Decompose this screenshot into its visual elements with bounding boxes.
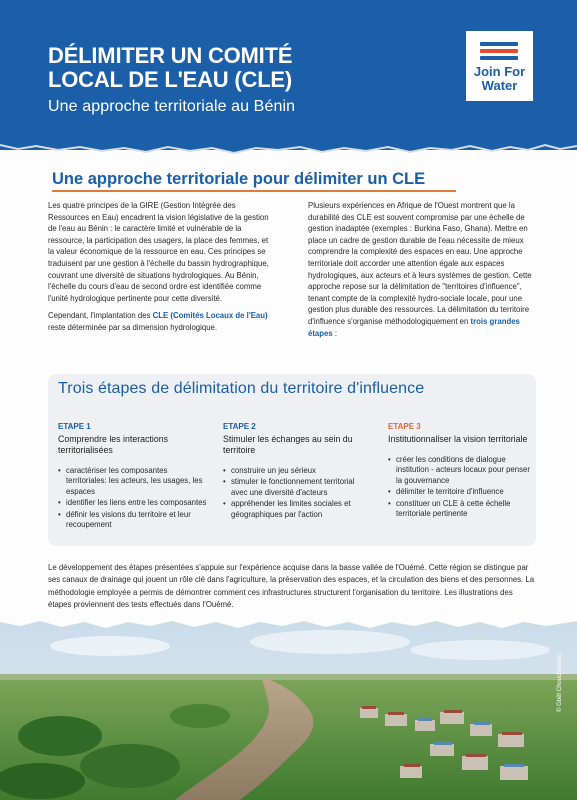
step-1-title: Comprendre les interactions territorialisées bbox=[58, 433, 169, 455]
left-paragraph-2 bbox=[48, 310, 270, 333]
list-item: • caractériser les composantes territoriales: les acteurs, les usages, les espaces bbox=[58, 466, 208, 498]
section-heading-underline bbox=[52, 190, 456, 192]
list-item: • définir les visions du territoire et leur recoupement bbox=[58, 510, 208, 531]
logo-text-line-1: Join For bbox=[473, 64, 526, 79]
list-item: • construire un jeu sérieux bbox=[223, 466, 373, 477]
step-3 bbox=[388, 422, 538, 521]
step-1-label: ETAPE 1 bbox=[58, 422, 91, 431]
step-2-label: ETAPE 2 bbox=[223, 422, 256, 431]
list-item: • délimiter le territoire d'influence bbox=[388, 487, 538, 498]
right-paragraph-1-text: Plusieurs expériences en Afrique de l'Ouest montrent que la durabilité des CLE est souvent compromise par une échelle de gestion inadaptée (exemples : Burkina Faso, Ghana). Mettre en place un cadre de gestion durable de l'eau nécessite de mieux comprendre la complexité des espaces en eau. Une approche territoriale doit accorder une attention égale aux espaces hydrologiques, aux acteurs et à leurs systèmes de gestion. Cette approche repose sur la délimitation de "territoires d'influence", tenant compte de la complexité hydro-sociale locale, pour une gestion plus durable des ressources. La délimitation du territoire d'influence s'organise méthodologiquement en bbox=[308, 201, 532, 326]
page-subtitle: Une approche territoriale au Bénin bbox=[48, 98, 296, 115]
trois-etapes-link[interactable]: trois grandes étapes bbox=[308, 316, 520, 338]
logo-stripe-blue bbox=[480, 42, 518, 46]
left-paragraph-2-text-end: reste déterminée par sa dimension hydrologique. bbox=[48, 322, 218, 332]
bottom-paragraph: Le développement des étapes présentées s'appuie sur l'expérience acquise dans la basse vallée de l'Ouémé. Cette région se distingue par ses canaux de drainage qui jouent un rôle clé dans l'agriculture, la préservation des espaces, et la circulation des biens et des personnes. La méthodologie employée a permis de démontrer comment ces infrastructures structurent l'organisation du territoire. Les illustrations des étapes proviennent des tests effectués dans l'Ouémé. bbox=[48, 563, 535, 610]
title-line-2: LOCAL DE L'EAU (CLE) bbox=[48, 67, 293, 92]
step-2 bbox=[223, 422, 373, 521]
section-heading: Une approche territoriale pour délimiter un CLE bbox=[52, 170, 426, 188]
steps-panel-title: Trois étapes de délimitation du territoire d'influence bbox=[58, 380, 425, 397]
title-line-1: DÉLIMITER UN COMITÉ bbox=[48, 43, 293, 68]
aerial-river-photo bbox=[0, 616, 577, 800]
step-2-list bbox=[223, 466, 373, 521]
list-item: • constituer un CLE à cette échelle territoriale pertinente bbox=[388, 499, 538, 520]
right-column bbox=[308, 200, 544, 345]
list-item: • créer les conditions de dialogue institution - acteurs locaux pour penser la gouvernance bbox=[388, 455, 538, 487]
logo-stripe-red bbox=[480, 49, 518, 53]
left-column bbox=[48, 200, 270, 340]
list-item: • appréhender les limites sociales et géographiques par l'action bbox=[223, 499, 373, 520]
logo-stripe-blue-2 bbox=[480, 56, 518, 60]
step-2-title: Stimuler les échanges au sein du territoire bbox=[223, 433, 353, 455]
logo-text-line-2: Water bbox=[481, 78, 518, 93]
left-paragraph-2-text: Cependant, l'implantation des bbox=[48, 311, 153, 321]
list-item: • identifier les liens entre les composantes bbox=[58, 498, 208, 509]
step-3-list bbox=[388, 455, 538, 520]
step-1 bbox=[58, 422, 208, 532]
list-item: • stimuler le fonctionnement territorial avec une diversité d'acteurs bbox=[223, 477, 373, 498]
left-paragraph-1: Les quatre principes de la GIRE (Gestion Intégrée des Ressources en Eau) encadrent la vision législative de la gestion de l'eau au Bénin : le caractère limité et vulnérable de la ressource, la participation des usagers, la place des femmes, et la valeur économique de la ressource en eau. Ces principes se traduisent par une gestion à l'échelle du bassin hydrographique, couvrant une diversité de situations hydrologiques. Au Bénin, l'échelle du cours d'eau de second ordre est identifiée comme l'unité hydrologique pertinente pour cette diversité. bbox=[48, 201, 269, 303]
step-1-list bbox=[58, 466, 208, 531]
torn-paper-edge bbox=[0, 128, 577, 162]
right-paragraph-1-text-end: : bbox=[332, 328, 338, 338]
right-paragraph-1 bbox=[308, 200, 544, 339]
page-title bbox=[48, 44, 448, 92]
photo-credit: © Gbêt Chouchoudou bbox=[557, 653, 563, 712]
logo-text bbox=[466, 65, 533, 93]
step-3-label: ETAPE 3 bbox=[388, 422, 421, 431]
step-3-title: Institutionnaliser la vision territoriale bbox=[388, 433, 528, 444]
join-for-water-logo bbox=[466, 31, 533, 101]
cle-link[interactable]: CLE (Comités Locaux de l'Eau) bbox=[152, 311, 268, 321]
